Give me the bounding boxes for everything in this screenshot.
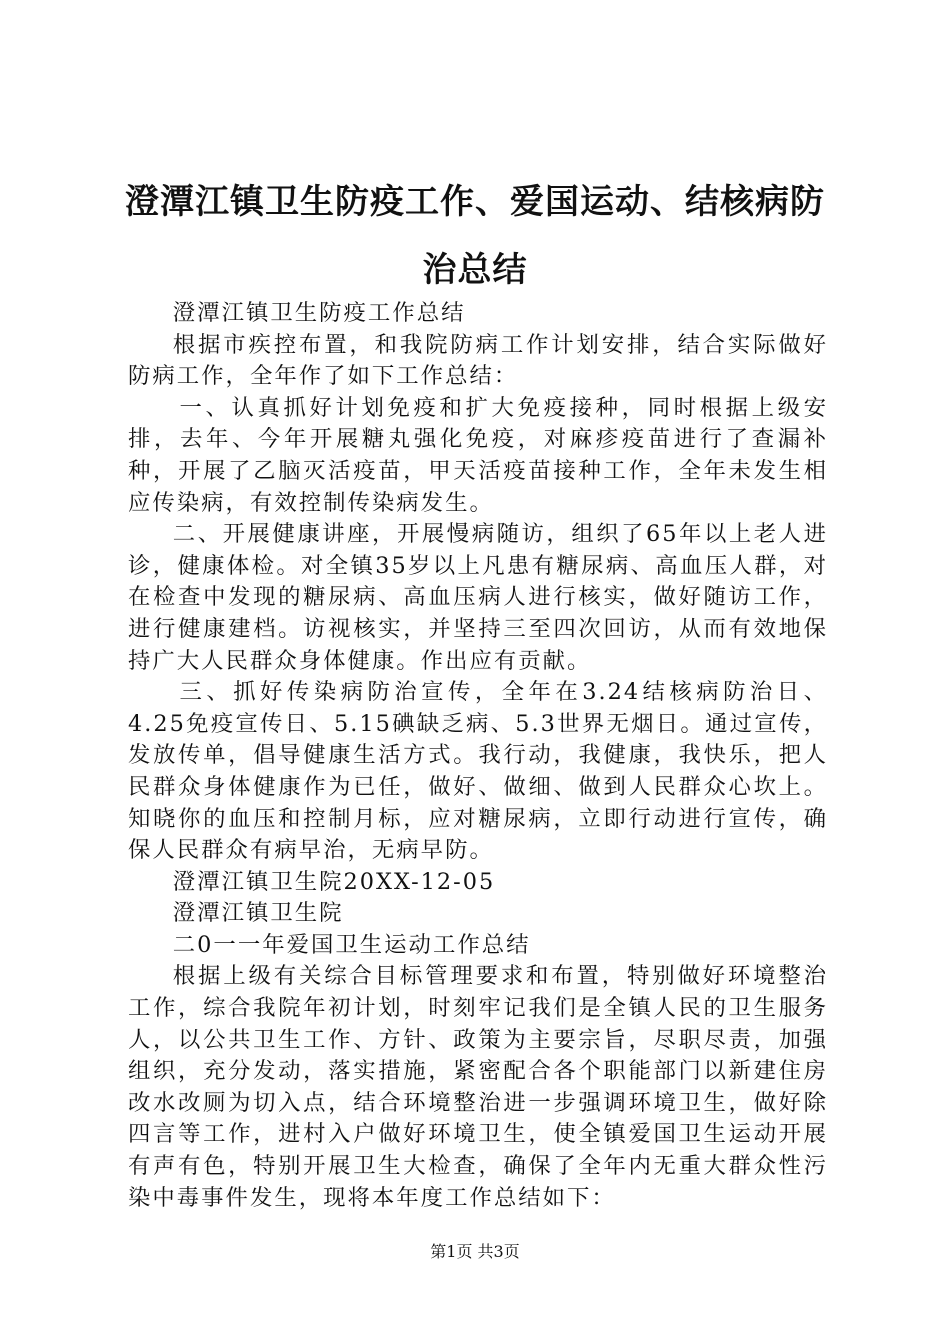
paragraph-intro: 根据市疾控布置，和我院防病工作计划安排，结合实际做好防病工作，全年作了如下工作总结： <box>128 331 828 390</box>
title-line-2: 治总结 <box>422 250 528 290</box>
paragraph-patriotic-intro: 根据上级有关综合目标管理要求和布置，特别做好环境整治工作，综合我院年初计划，时刻牢记我们是全镇人民的卫生服务人，以公共卫生工作、方针、政策为主要宗旨，尽职尽责，加强组织，充分发动，落实措施，紧密配合各个职能部门以新建住房改水改厕为切入点，结合环境整治进一步强调环境卫生，做好除四言等工作，进村入户做好环境卫生，使全镇爱国卫生运动开展有声有色，特别开展卫生大检查，确保了全年内无重大群众性污染中毒事件发生，现将本年度工作总结如下： <box>128 963 828 1211</box>
section-heading-epidemic: 澄潭江镇卫生防疫工作总结 <box>172 300 466 326</box>
paragraph-item-1: 一、认真抓好计划免疫和扩大免疫接种，同时根据上级安排，去年、今年开展糖丸强化免疫，对麻疹疫苗进行了查漏补种，开展了乙脑灭活疫苗，甲天活疫苗接种工作，全年未发生相应传染病，有效控制传染病发生。 <box>128 394 828 516</box>
title-line-1: 澄潭江镇卫生防疫工作、爱国运动、结核病防 <box>125 182 825 222</box>
signature-org: 澄潭江镇卫生院 <box>172 900 344 927</box>
paragraph-item-3: 三、抓好传染病防治宣传，全年在3.24结核病防治日、4.25免疫宣传日、5.15碘缺乏病、5.3世界无烟日。通过宣传，发放传单，倡导健康生活方式。我行动，我健康，我快乐，把人民群众身体健康作为已任，做好、做细、做到人民群众心坎上。知晓你的血压和控制月标，应对糖尿病，立即行动进行宣传，确保人民群众有病早治，无病早防。 <box>128 679 828 864</box>
signature-date: 澄潭江镇卫生院20XX-12-05 <box>172 868 496 895</box>
document-title <box>110 168 840 304</box>
section-heading-patriotic: 二0一一年爱国卫生运动工作总结 <box>172 931 531 958</box>
paragraph-item-2: 二、开展健康讲座，开展慢病随访，组织了65年以上老人进诊，健康体检。对全镇35岁以上凡患有糖尿病、高血压人群，对在检查中发现的糖尿病、高血压病人进行核实，做好随访工作，进行健康建档。访视核实，并坚持三至四次回访，从而有效地保持广大人民群众身体健康。作出应有贡献。 <box>128 521 828 674</box>
page-number: 第1页 共3页 <box>430 1242 520 1261</box>
document-body <box>128 298 828 1214</box>
